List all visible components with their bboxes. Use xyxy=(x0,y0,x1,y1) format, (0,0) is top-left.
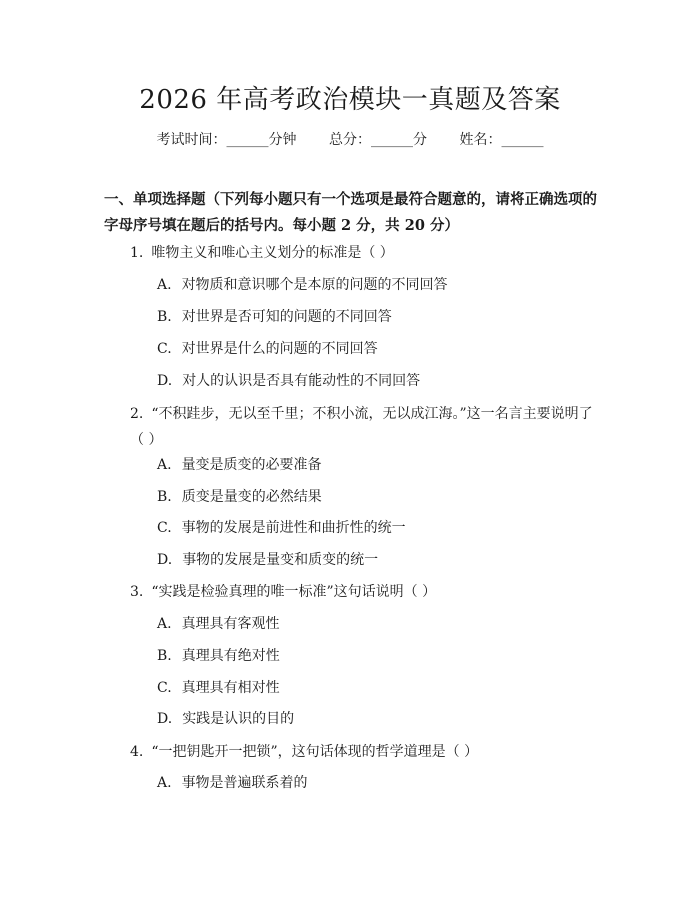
option-text: 真理具有客观性 xyxy=(181,616,280,632)
question-3 xyxy=(130,579,600,605)
question-2-option-b xyxy=(157,486,597,508)
option-text: 对人的认识是否具有能动性的不同回答 xyxy=(182,373,421,389)
option-letter: D. xyxy=(157,373,173,389)
question-4 xyxy=(130,739,600,765)
question-1-option-a xyxy=(157,274,597,296)
option-text: 对物质和意识哪个是本原的问题的不同回答 xyxy=(181,277,448,293)
option-letter: B. xyxy=(157,648,172,664)
option-letter: A. xyxy=(157,277,172,293)
exam-time: 考试时间：______分钟 xyxy=(156,132,297,148)
question-2-option-a xyxy=(157,454,597,476)
question-1-option-b xyxy=(157,306,597,328)
option-letter: C. xyxy=(157,680,172,696)
question-3-option-b xyxy=(157,645,597,667)
page-title: 2026 年高考政治模块一真题及答案 xyxy=(139,85,561,115)
option-letter: A. xyxy=(157,616,172,632)
question-number: 2. xyxy=(130,406,144,422)
exam-name: 姓名：______ xyxy=(459,132,544,148)
exam-info xyxy=(0,129,700,151)
option-letter: A. xyxy=(157,775,172,791)
question-4-option-a xyxy=(157,772,597,794)
option-letter: C. xyxy=(157,520,172,536)
question-2 xyxy=(130,401,600,453)
question-text: 唯物主义和唯心主义划分的标准是（ ） xyxy=(151,245,394,261)
option-text: 真理具有绝对性 xyxy=(181,648,280,664)
question-3-option-d xyxy=(157,708,597,730)
option-letter: D. xyxy=(157,711,173,727)
option-text: 事物是普遍联系着的 xyxy=(181,775,308,791)
option-letter: B. xyxy=(157,489,172,505)
question-1-option-d xyxy=(157,370,597,392)
option-text: 事物的发展是前进性和曲折性的统一 xyxy=(181,520,406,536)
option-text: 真理具有相对性 xyxy=(181,680,280,696)
question-2-option-c xyxy=(157,517,597,539)
question-text: “不积跬步，无以至千里；不积小流，无以成江海。”这一名言主要说明了（ ） xyxy=(130,406,593,448)
option-letter: A. xyxy=(157,457,172,473)
question-3-option-c xyxy=(157,677,597,699)
option-text: 事物的发展是量变和质变的统一 xyxy=(182,552,379,568)
option-text: 实践是认识的目的 xyxy=(182,711,295,727)
question-2-option-d xyxy=(157,549,597,571)
option-text: 对世界是什么的问题的不同回答 xyxy=(181,341,378,357)
option-text: 质变是量变的必然结果 xyxy=(181,489,322,505)
question-number: 3. xyxy=(130,584,144,600)
section-heading: 一、单项选择题（下列每小题只有一个选项是最符合题意的，请将正确选项的字母序号填在题后的括号内。每小题 2 分，共 20 分） xyxy=(104,191,597,234)
question-text: “实践是检验真理的唯一标准”这句话说明（ ） xyxy=(151,584,437,600)
question-1 xyxy=(130,240,600,266)
option-letter: C. xyxy=(157,341,172,357)
option-letter: B. xyxy=(157,309,172,325)
option-text: 对世界是否可知的问题的不同回答 xyxy=(181,309,392,325)
option-letter: D. xyxy=(157,552,173,568)
question-3-option-a xyxy=(157,613,597,635)
exam-score: 总分：______分 xyxy=(329,132,427,148)
question-text: “一把钥匙开一把锁”，这句话体现的哲学道理是（ ） xyxy=(151,744,479,760)
option-text: 量变是质变的必要准备 xyxy=(181,457,322,473)
question-number: 1. xyxy=(130,245,144,261)
question-1-option-c xyxy=(157,338,597,360)
question-number: 4. xyxy=(130,744,144,760)
